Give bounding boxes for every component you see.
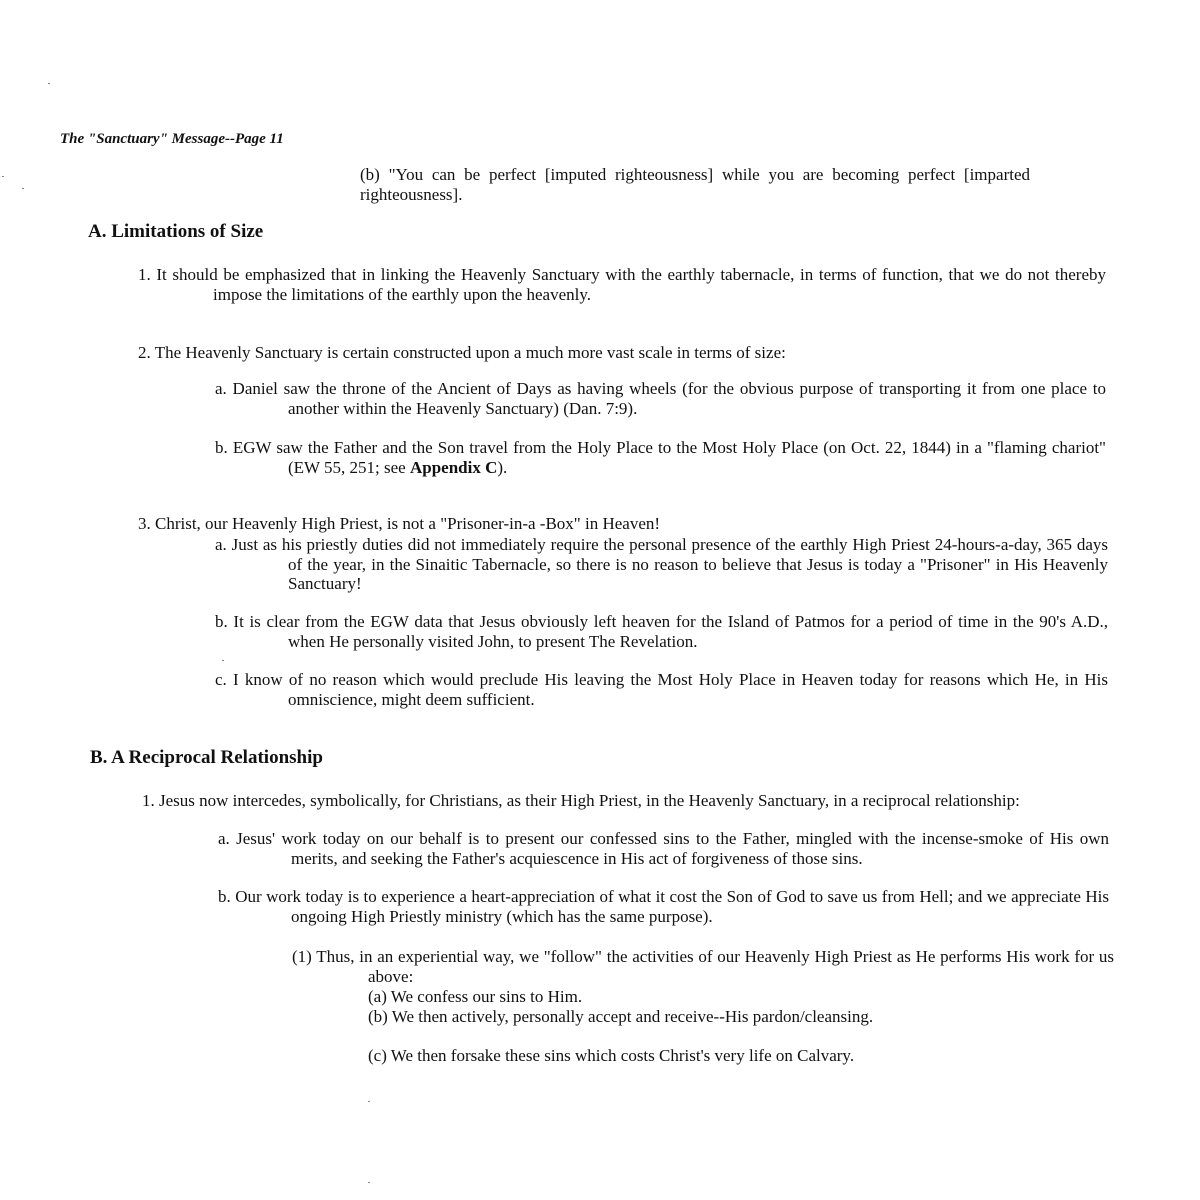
scan-speck	[2, 176, 4, 177]
section-b-item-1a: a. Jesus' work today on our behalf is to present our confessed sins to the Father, mingled with the incense-smoke of His own merits, and seeking the Father's acquiescence in His act of forgiveness of those sins.	[218, 829, 1109, 868]
section-b-item-1b1b: (b) We then actively, personally accept and receive--His pardon/cleansing.	[368, 1007, 874, 1026]
scan-speck	[368, 1182, 370, 1183]
appendix-reference: Appendix C	[409, 457, 498, 477]
section-b-item-1b1c: (c) We then forsake these sins which costs Christ's very life on Calvary.	[368, 1046, 855, 1065]
intro-paragraph: (b) "You can be perfect [imputed righteousness] while you are becoming perfect [imparted righteousness].	[360, 165, 1030, 204]
scan-speck	[368, 1101, 370, 1102]
section-a-item-2b	[215, 438, 1106, 477]
section-b-item-1b1a: (a) We confess our sins to Him.	[368, 987, 583, 1006]
section-b-item-1b1: (1) Thus, in an experiential way, we "follow" the activities of our Heavenly High Priest as He performs His work for us above:	[292, 947, 1114, 986]
section-a-item-3b: b. It is clear from the EGW data that Jesus obviously left heaven for the Island of Patmos for a period of time in the 90's A.D., when He personally visited John, to present The Revelation.	[215, 612, 1108, 651]
section-a-item-2a: a. Daniel saw the throne of the Ancient of Days as having wheels (for the obvious purpose of transporting it from one place to another within the Heavenly Sanctuary) (Dan. 7:9).	[215, 379, 1106, 418]
item-2b-end: ).	[497, 457, 508, 477]
page-header: The "Sanctuary" Message--Page 11	[60, 131, 284, 147]
section-a-item-1: 1. It should be emphasized that in linking the Heavenly Sanctuary with the earthly tabernacle, in terms of function, that we do not thereby impose the limitations of the earthly upon the heavenly.	[138, 265, 1106, 304]
section-a-item-2: 2. The Heavenly Sanctuary is certain constructed upon a much more vast scale in terms of size:	[138, 343, 786, 362]
section-a-heading: A. Limitations of Size	[88, 221, 264, 242]
scan-speck	[48, 83, 50, 84]
scan-speck	[22, 188, 24, 189]
section-a-item-3: 3. Christ, our Heavenly High Priest, is not a "Prisoner-in-a -Box" in Heaven!	[138, 514, 661, 533]
section-b-heading: B. A Reciprocal Relationship	[90, 747, 323, 768]
section-b-item-1b: b. Our work today is to experience a heart-appreciation of what it cost the Son of God to save us from Hell; and we appreciate His ongoing High Priestly ministry (which has the same purpose).	[218, 887, 1109, 926]
scan-speck	[222, 660, 224, 661]
section-a-item-3a: a. Just as his priestly duties did not immediately require the personal presence of the earthly High Priest 24-hours-a-day, 365 days of the year, in the Sinaitic Tabernacle, so there is no reason to believe that Jesus is today a "Prisoner" in His Heavenly Sanctuary!	[215, 535, 1108, 593]
section-b-item-1: 1. Jesus now intercedes, symbolically, for Christians, as their High Priest, in the Heavenly Sanctuary, in a reciprocal relationship:	[142, 791, 1020, 810]
item-2b-text: b. EGW saw the Father and the Son travel from the Holy Place to the Most Holy Place (on Oct. 22, 1844) in a "flaming chariot" (EW 55, 251; see	[215, 438, 1106, 477]
section-a-item-3c: c. I know of no reason which would preclude His leaving the Most Holy Place in Heaven today for reasons which He, in His omniscience, might deem sufficient.	[215, 670, 1108, 709]
